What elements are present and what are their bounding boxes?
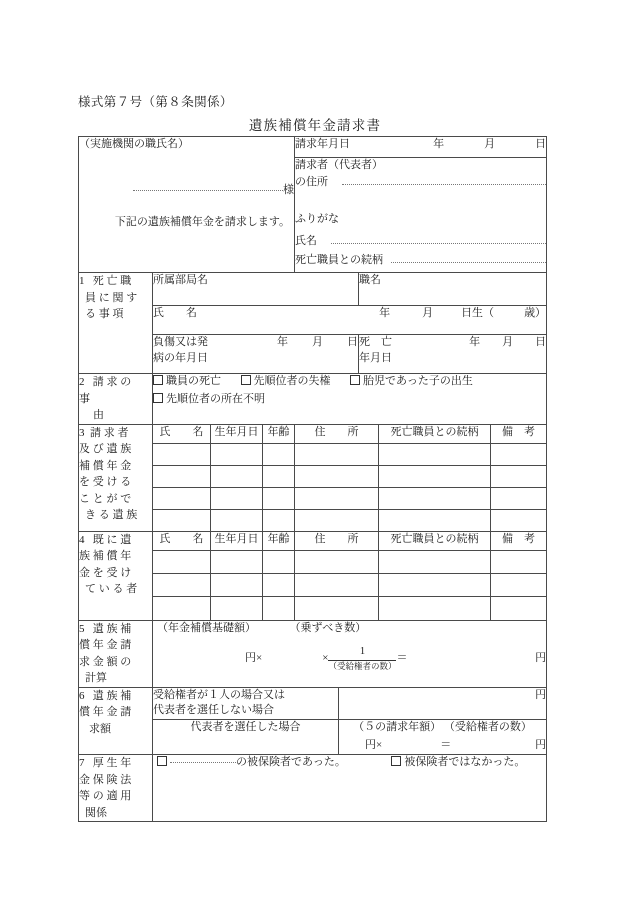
checkbox-icon[interactable] <box>350 375 360 385</box>
claimant-label-2: の住所 <box>295 175 328 188</box>
section3-col-remarks: 備 考 <box>491 424 547 443</box>
cell-relation[interactable] <box>379 597 491 620</box>
form-number: 様式第７号（第８条関係） <box>78 95 233 109</box>
section4-col-address: 住 所 <box>295 531 379 550</box>
cell-birth[interactable] <box>211 550 263 573</box>
cell-relation[interactable] <box>379 443 491 465</box>
cell-remarks[interactable] <box>491 509 547 531</box>
cell-name[interactable] <box>153 573 211 596</box>
claimant-name-cell[interactable] <box>295 234 547 273</box>
department-cell[interactable] <box>153 273 359 306</box>
honorific: 様 <box>283 183 294 196</box>
birth-month: 月 <box>422 306 434 319</box>
yen-result: 円 <box>535 651 547 664</box>
insurance-option-2[interactable]: 被保険者ではなかった。 <box>391 756 525 768</box>
death-date-cell[interactable] <box>359 334 547 373</box>
multiplier-label: （乗ずべき数） <box>289 621 367 634</box>
equals-sign: ＝ <box>396 651 408 664</box>
checkbox-icon[interactable] <box>157 756 167 766</box>
position-label: 職名 <box>359 274 381 286</box>
cell-remarks[interactable] <box>491 443 547 465</box>
death-label-1: 死 亡 <box>359 335 392 348</box>
section2-label: 2 請 求 の 事 由 <box>79 374 153 425</box>
claimant-relation-input[interactable] <box>391 262 546 263</box>
case2-yen-result: 円 <box>535 739 547 752</box>
death-day: 日 <box>535 335 547 348</box>
injury-year: 年 <box>277 335 288 348</box>
cell-address[interactable] <box>295 487 379 509</box>
fraction-denominator: （受給権者の数） <box>328 660 397 671</box>
injury-label-1: 負傷又は発 <box>153 335 208 348</box>
section4-col-remarks: 備 考 <box>491 531 547 550</box>
cell-relation[interactable] <box>379 573 491 596</box>
birth-day-age: 日生（ <box>461 306 495 319</box>
claimant-name-label: 氏名 <box>295 235 317 247</box>
checkbox-icon[interactable] <box>153 375 163 385</box>
section1-number: 1 <box>79 275 85 287</box>
section4-col-age: 年齢 <box>263 531 295 550</box>
agency-label: （実施機関の職氏名） <box>79 138 189 150</box>
cell-age[interactable] <box>263 443 295 465</box>
section7-options-cell <box>153 755 547 822</box>
base-amount-label: （年金補償基礎額） <box>157 621 256 634</box>
deceased-name-cell[interactable] <box>153 305 547 334</box>
injury-day: 日 <box>347 335 358 348</box>
section6-row1 <box>79 687 547 720</box>
cell-address[interactable] <box>295 550 379 573</box>
section4-col-name: 氏 名 <box>153 531 211 550</box>
cell-remarks[interactable] <box>491 487 547 509</box>
cell-relation[interactable] <box>379 550 491 573</box>
cell-birth[interactable] <box>211 573 263 596</box>
cell-birth[interactable] <box>211 465 263 487</box>
injury-label-2: 病の年月日 <box>153 351 208 364</box>
claim-date-label: 請求年月日 <box>295 138 350 150</box>
death-month: 月 <box>502 335 514 348</box>
reason-option-4[interactable]: 先順位者の所在不明 <box>153 393 265 405</box>
department-label: 所属部局名 <box>153 274 208 286</box>
section4-col-relation: 死亡職員との続柄 <box>379 531 491 550</box>
section1-row1 <box>79 273 547 306</box>
reason-option-1[interactable]: 職員の死亡 <box>153 375 221 387</box>
claim-form-table <box>78 136 547 822</box>
cell-relation[interactable] <box>379 487 491 509</box>
section6-number: 6 <box>79 689 85 702</box>
document-title: 遺族補償年金請求書 <box>248 118 382 133</box>
section6-case2-amount[interactable] <box>339 720 547 755</box>
section6-case1-label: 受給権者が１人の場合又は 代表者を選任しない場合 <box>153 687 339 720</box>
section5-label: 5 遺 族 補 償 年 金 請 求 金 額 の 計算 <box>79 620 153 687</box>
cell-birth[interactable] <box>211 443 263 465</box>
cell-name[interactable] <box>153 465 211 487</box>
section3-header-row <box>79 424 547 443</box>
cell-age[interactable] <box>263 550 295 573</box>
section3-label: 3 請 求 者 及 び 遺 族 補 償 年 金 を 受 け る こ と が で き る 遺 族 <box>79 424 153 531</box>
times-sign: × <box>322 651 329 664</box>
cell-address[interactable] <box>295 573 379 596</box>
section6-case1-amount[interactable] <box>339 687 547 720</box>
cell-age[interactable] <box>263 573 295 596</box>
insurance-name-input[interactable] <box>170 762 236 763</box>
agency-name-line[interactable] <box>79 183 294 199</box>
fraction-numerator: 1 <box>328 646 396 660</box>
cell-remarks[interactable] <box>491 550 547 573</box>
section3-col-name: 氏 名 <box>153 424 211 443</box>
cell-relation[interactable] <box>379 465 491 487</box>
claimant-label-1: 請求者（代表者） <box>295 159 383 171</box>
section3-col-relation: 死亡職員との続柄 <box>379 424 491 443</box>
claim-date-day: 日 <box>535 138 547 150</box>
cell-address[interactable] <box>295 465 379 487</box>
claimant-address-cell[interactable] <box>295 158 547 213</box>
section4-header-row <box>79 531 547 550</box>
section7-number: 7 <box>79 757 85 770</box>
section3-col-birth: 生年月日 <box>211 424 263 443</box>
section7-row <box>79 755 547 822</box>
position-cell[interactable] <box>359 273 547 306</box>
section3-number: 3 <box>79 426 85 439</box>
deceased-name-label: 氏 名 <box>153 306 197 319</box>
section4-col-birth: 生年月日 <box>211 531 263 550</box>
claim-date-year: 年 <box>433 138 445 150</box>
cell-age[interactable] <box>263 509 295 531</box>
checkbox-icon[interactable] <box>241 375 251 385</box>
cell-name[interactable] <box>153 550 211 573</box>
section3-col-address: 住 所 <box>295 424 379 443</box>
cell-name[interactable] <box>153 443 211 465</box>
cell-age[interactable] <box>263 465 295 487</box>
fraction <box>328 646 396 671</box>
yen-multiply-first: 円× <box>245 651 263 664</box>
section6-case2-label: 代表者を選任した場合 <box>153 720 339 755</box>
reason-option-3[interactable]: 胎児であった子の出生 <box>350 375 473 387</box>
cell-address[interactable] <box>295 443 379 465</box>
claimant-name-input[interactable] <box>331 243 546 244</box>
section6-label: 6 遺 族 補 償 年 金 請 求額 <box>79 687 153 755</box>
birth-age-unit: 歳） <box>524 306 547 319</box>
case2-note-2: （受給権者の数） <box>443 721 532 734</box>
section2-options-cell <box>153 374 547 425</box>
death-year: 年 <box>469 335 481 348</box>
section3-col-age: 年齢 <box>263 424 295 443</box>
case2-yen-first: 円× <box>365 739 383 752</box>
checkbox-icon[interactable] <box>391 756 401 766</box>
agency-cell[interactable] <box>79 137 295 273</box>
case2-equals: ＝ <box>440 739 452 752</box>
section2-row <box>79 374 547 425</box>
claimant-address-input[interactable] <box>342 184 546 185</box>
claim-date-cell[interactable] <box>295 137 547 158</box>
reason-option-2[interactable]: 先順位者の失権 <box>241 375 331 387</box>
injury-date-cell[interactable] <box>153 334 359 373</box>
cell-relation[interactable] <box>379 509 491 531</box>
section4-label: 4 既 に 遺 族 補 償 年 金 を 受 け て い る 者 <box>79 531 153 620</box>
applicant-header-row <box>79 137 547 158</box>
cell-name[interactable] <box>153 487 211 509</box>
section1-label: 1 死 亡 職 員 に 関 す る 事 項 <box>79 273 153 374</box>
cell-remarks[interactable] <box>491 573 547 596</box>
case1-yen: 円 <box>535 688 547 701</box>
death-label-2: 年月日 <box>359 351 392 364</box>
checkbox-icon[interactable] <box>153 393 163 403</box>
insurance-option-1[interactable]: の被保険者であった。 <box>157 756 346 768</box>
cell-address[interactable] <box>295 509 379 531</box>
cell-address[interactable] <box>295 597 379 620</box>
injury-month: 月 <box>312 335 323 348</box>
section5-calc-cell[interactable] <box>153 620 547 687</box>
agency-name-dotted-line[interactable] <box>133 190 283 191</box>
section5-row <box>79 620 547 687</box>
claim-date-month: 月 <box>484 138 496 150</box>
cell-age[interactable] <box>263 597 295 620</box>
furigana-cell[interactable] <box>295 212 547 234</box>
cell-name[interactable] <box>153 509 211 531</box>
cell-name[interactable] <box>153 597 211 620</box>
cell-remarks[interactable] <box>491 465 547 487</box>
cell-birth[interactable] <box>211 487 263 509</box>
cell-remarks[interactable] <box>491 597 547 620</box>
furigana-label: ふりがな <box>295 213 339 225</box>
section7-label: 7 厚 生 年 金 保 険 法 等 の 適 用 関係 <box>79 755 153 822</box>
case2-note-1: （５の請求年額） <box>353 721 442 734</box>
cell-birth[interactable] <box>211 509 263 531</box>
section4-number: 4 <box>79 533 85 546</box>
request-statement: 下記の遺族補償年金を請求します。 <box>114 215 290 228</box>
section2-number: 2 <box>79 376 85 388</box>
claimant-relation-label: 死亡職員との続柄 <box>295 253 383 266</box>
cell-birth[interactable] <box>211 597 263 620</box>
cell-age[interactable] <box>263 487 295 509</box>
birth-year: 年 <box>379 306 391 319</box>
section5-number: 5 <box>79 622 85 635</box>
